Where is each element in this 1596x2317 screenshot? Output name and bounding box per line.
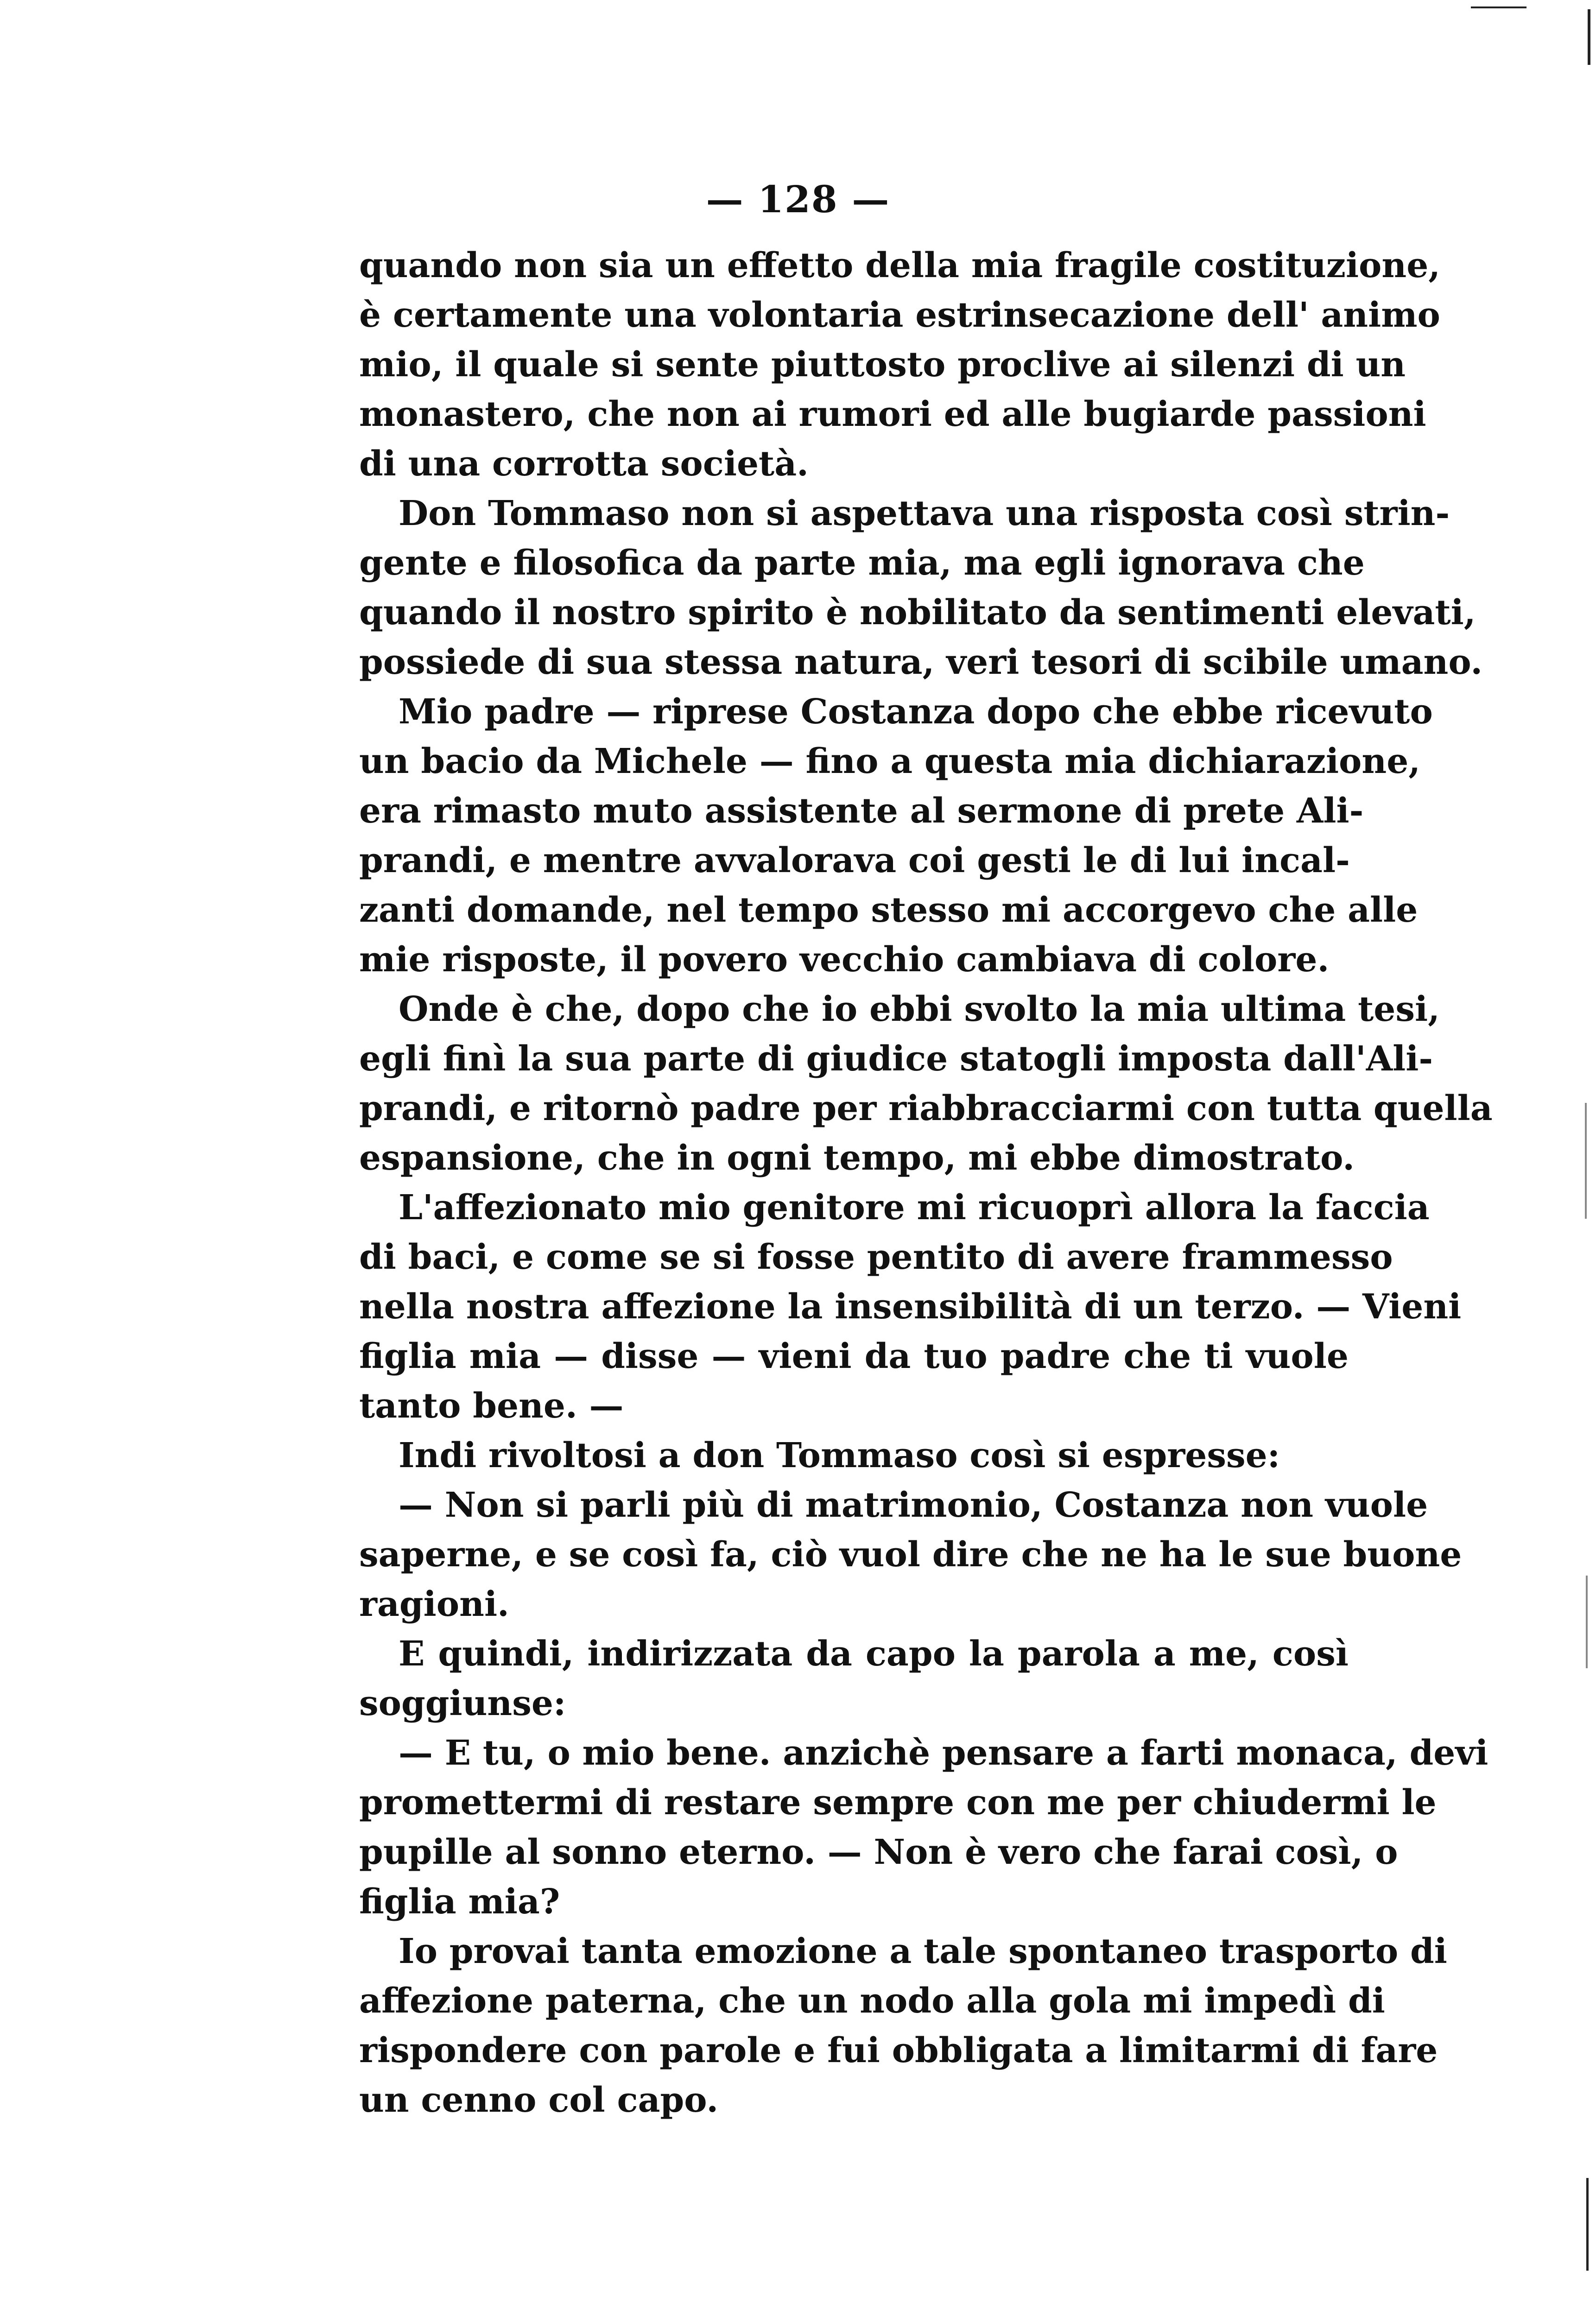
text-line: prandi, e mentre avvalorava coi gesti le di lui incal- xyxy=(359,841,1350,880)
text-line: saperne, e se così fa, ciò vuol dire che ne ha le sue buone xyxy=(359,1535,1462,1575)
text-line: Onde è che, dopo che io ebbi svolto la mia ultima tesi, xyxy=(399,989,1440,1029)
text-line: figlia mia? xyxy=(359,1882,560,1922)
text-line: monastero, che non ai rumori ed alle bugiarde passioni xyxy=(359,394,1426,434)
paragraph xyxy=(359,1927,1447,2125)
text-line: di baci, e come se si fosse pentito di avere frammesso xyxy=(359,1237,1393,1277)
text-line: L'affezionato mio genitore mi ricuoprì allora la faccia xyxy=(399,1188,1430,1228)
scan-edge-mark xyxy=(1586,2178,1589,2271)
paragraph xyxy=(359,489,1483,687)
text-line: possiede di sua stessa natura, veri tesori di scibile umano. xyxy=(359,642,1483,682)
text-line: Mio padre — riprese Costanza dopo che ebbe ricevuto xyxy=(399,692,1433,732)
text-line: pupille al sonno eterno. — Non è vero che farai così, o xyxy=(359,1832,1398,1872)
text-line: espansione, che in ogni tempo, mi ebbe dimostrato. xyxy=(359,1138,1355,1178)
text-line: prandi, e ritornò padre per riabbracciarmi con tutta quella xyxy=(359,1089,1493,1128)
body-text xyxy=(359,241,1493,2125)
scan-edge-mark xyxy=(1585,1103,1587,1219)
text-line: mio, il quale si sente piuttosto proclive ai silenzi di un xyxy=(359,345,1406,385)
text-line: Indi rivoltosi a don Tommaso così si espresse: xyxy=(399,1436,1280,1475)
paragraph xyxy=(359,985,1493,1183)
text-line: Io provai tanta emozione a tale spontaneo trasporto di xyxy=(399,1931,1447,1971)
text-line: era rimasto muto assistente al sermone di prete Ali- xyxy=(359,791,1364,831)
text-line: E quindi, indirizzata da capo la parola a me, così xyxy=(399,1634,1349,1674)
text-line: ragioni. xyxy=(359,1584,509,1624)
text-line: di una corrotta società. xyxy=(359,444,809,484)
text-line: Don Tommaso non si aspettava una risposta così strin- xyxy=(399,494,1450,533)
scan-edge-mark xyxy=(1588,9,1590,65)
text-line: egli finì la sua parte di giudice statogli imposta dall'Ali- xyxy=(359,1039,1433,1079)
scan-edge-mark xyxy=(1586,1576,1588,1668)
text-line: promettermi di restare sempre con me per chiudermi le xyxy=(359,1783,1437,1823)
page-number: — 128 — xyxy=(706,177,890,221)
text-line: nella nostra affezione la insensibilità di un terzo. — Vieni xyxy=(359,1287,1462,1327)
text-line: mie risposte, il povero vecchio cambiava di colore. xyxy=(359,940,1330,980)
paragraph xyxy=(359,687,1433,985)
text-line: gente e filosofica da parte mia, ma egli ignorava che xyxy=(359,543,1365,583)
text-line: figlia mia — disse — vieni da tuo padre che ti vuole xyxy=(359,1336,1349,1376)
paragraph xyxy=(359,1183,1462,1431)
paragraph xyxy=(359,1481,1462,1629)
text-line: quando il nostro spirito è nobilitato da sentimenti elevati, xyxy=(359,593,1476,633)
scan-edge-mark xyxy=(1471,6,1526,8)
text-line: — E tu, o mio bene. anzichè pensare a farti monaca, devi xyxy=(399,1733,1488,1773)
text-line: quando non sia un effetto della mia fragile costituzione, xyxy=(359,246,1441,285)
paragraph xyxy=(359,241,1441,489)
text-line: — Non si parli più di matrimonio, Costanza non vuole xyxy=(399,1485,1428,1525)
paragraph xyxy=(359,1629,1349,1728)
text-line: tanto bene. — xyxy=(359,1386,624,1426)
text-line: un cenno col capo. xyxy=(359,2080,719,2120)
paragraph xyxy=(359,1728,1488,1927)
paragraph xyxy=(359,1431,1349,1481)
text-line: affezione paterna, che un nodo alla gola mi impedì di xyxy=(359,1981,1385,2021)
text-line: zanti domande, nel tempo stesso mi accorgevo che alle xyxy=(359,890,1418,930)
text-line: rispondere con parole e fui obbligata a limitarmi di fare xyxy=(359,2031,1438,2070)
scan-corner-smudge xyxy=(1401,2313,1568,2317)
text-line: è certamente una volontaria estrinsecazione dell' animo xyxy=(359,295,1440,335)
text-line: un bacio da Michele — fino a questa mia dichiarazione, xyxy=(359,741,1421,781)
text-line: soggiunse: xyxy=(359,1684,566,1723)
